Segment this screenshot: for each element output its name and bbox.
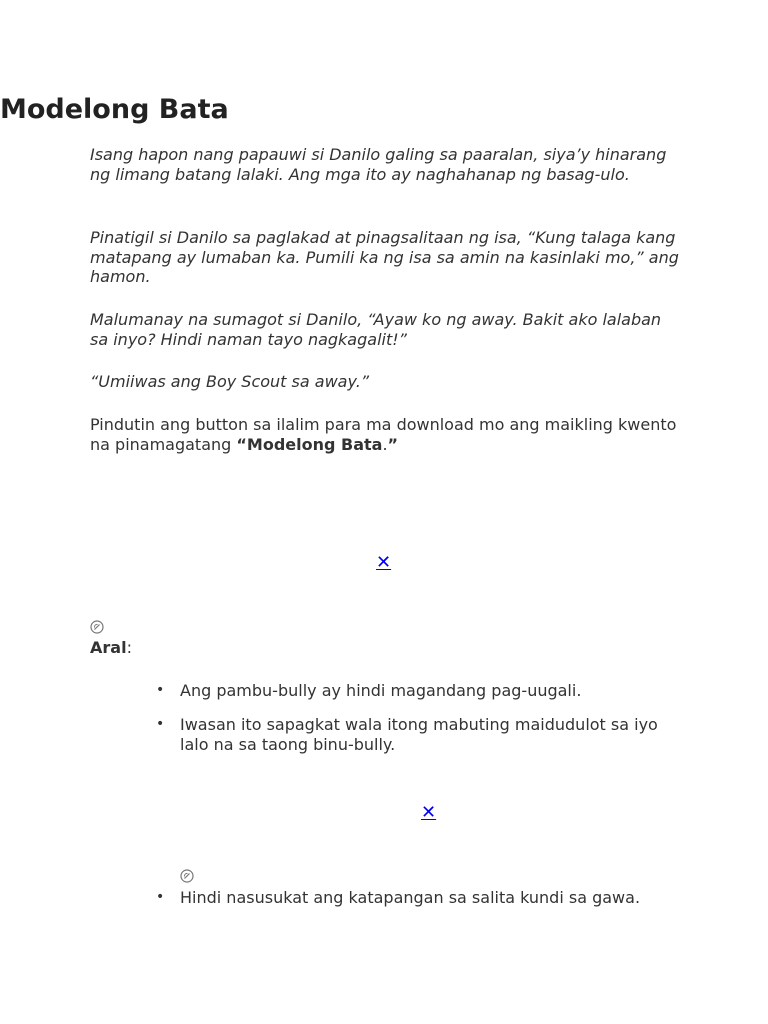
moral-item-text: Iwasan ito sapagkat wala itong mabuting maidudulot sa iyo lalo na sa taong binu-bully. xyxy=(180,715,658,754)
download-text: Pindutin ang button sa ilalim para ma download mo ang maikling kwento na pinamagatang xyxy=(90,415,677,454)
download-close-quote: ” xyxy=(387,434,399,454)
ad-close-button[interactable]: ✕ xyxy=(421,802,437,823)
list-item xyxy=(156,888,680,908)
story-paragraph-3: Malumanay na sumagot si Danilo, “Ayaw ko ng away. Bakit ako lalaban sa inyo? Hindi naman tayo nagkagalit!” xyxy=(90,310,662,349)
download-period: . xyxy=(382,434,388,454)
list-item xyxy=(156,681,680,701)
list-item xyxy=(156,715,680,754)
story-paragraph-4: “Umiiwas ang Boy Scout sa away.” xyxy=(90,372,370,391)
bullet-icon: • xyxy=(156,716,165,732)
moral-label: Aral xyxy=(90,638,127,657)
adchoices-icon[interactable] xyxy=(90,620,104,634)
story-paragraph-2: Pinatigil si Danilo sa paglakad at pinagsalitaan ng isa, “Kung talaga kang matapang ay lumaban ka. Pumili ka ng isa sa amin na kasinlaki mo,” ang hamon. xyxy=(90,228,679,286)
moral-colon: : xyxy=(126,638,132,657)
ad-close-button[interactable]: ✕ xyxy=(376,552,392,573)
story-paragraph-1: Isang hapon nang papauwi si Danilo galing sa paaralan, siya’y hinarang ng limang batang lalaki. Ang mga ito ay naghahanap ng basag-ulo. xyxy=(90,145,667,184)
download-story-title: “Modelong Bata xyxy=(236,434,383,454)
bullet-icon: • xyxy=(156,682,165,698)
moral-item-text: Ang pambu-bully ay hindi magandang pag-uugali. xyxy=(180,681,582,700)
moral-heading xyxy=(90,638,132,658)
moral-item-text: Hindi nasusukat ang katapangan sa salita kundi sa gawa. xyxy=(180,888,641,907)
adchoices-icon[interactable] xyxy=(180,869,194,883)
download-instruction xyxy=(90,415,680,454)
bullet-icon: • xyxy=(156,889,165,905)
page-title: Modelong Bata xyxy=(0,94,229,125)
